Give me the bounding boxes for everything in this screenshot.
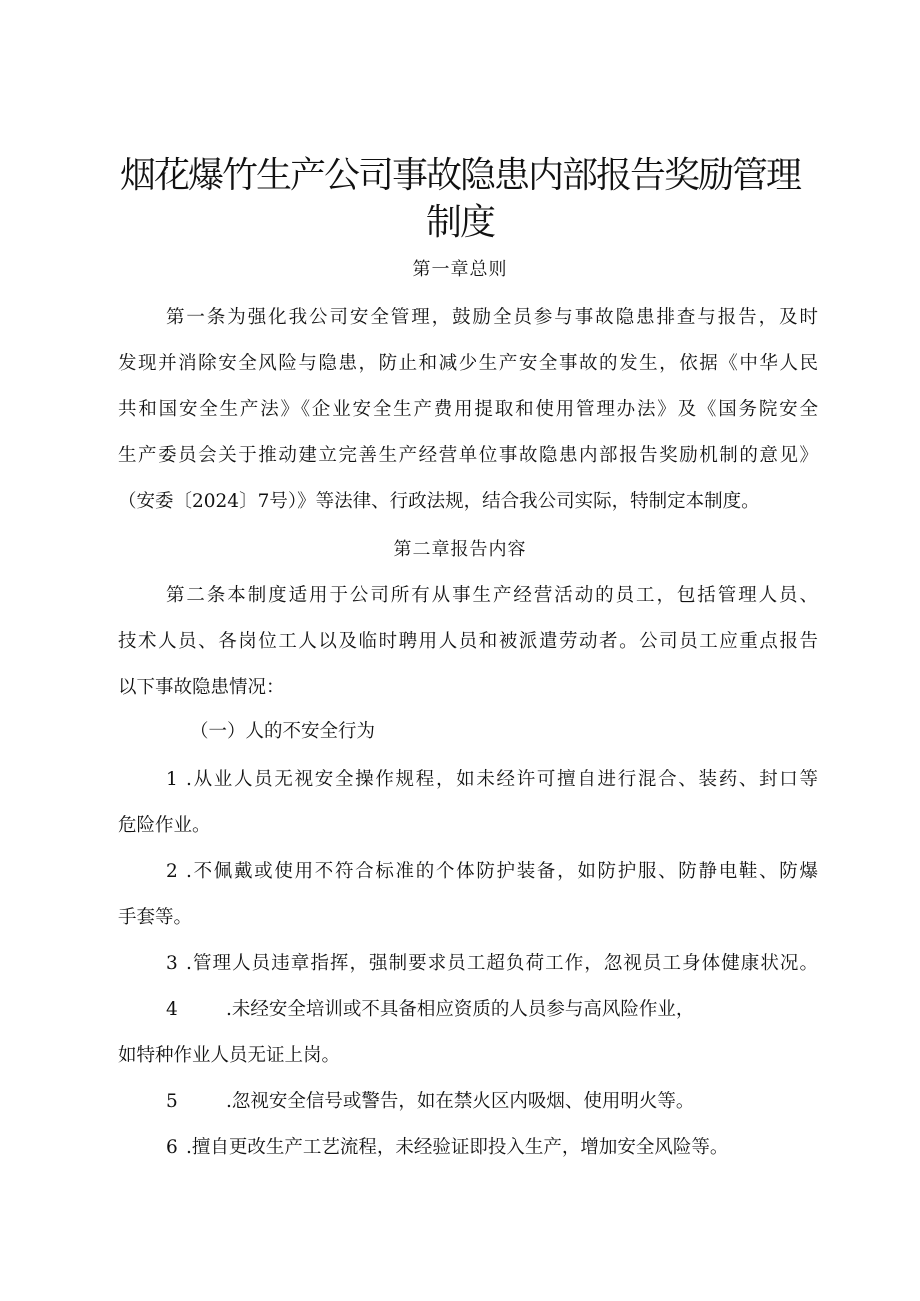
item-text: .擅自更改生产工艺流程，未经验证即投入生产，增加安全风险等。 xyxy=(186,1137,729,1158)
item-number: 2 xyxy=(166,861,178,882)
item-number: 4 xyxy=(166,999,178,1020)
item-text: .忽视安全信号或警告，如在禁火区内吸烟、使用明火等。 xyxy=(226,1091,695,1112)
item-text: 如特种作业人员无证上岗。 xyxy=(118,1045,341,1066)
item-number: 3 xyxy=(166,953,178,974)
section-1-heading: （一）人的不安全行为 xyxy=(190,721,376,742)
item-number: 1 xyxy=(166,769,178,790)
article-1-line: 第一条为强化我公司安全管理，鼓励全员参与事故隐患排查与报告，及时 xyxy=(166,307,818,328)
article-2-line: 第二条本制度适用于公司所有从事生产经营活动的员工，包括管理人员、 xyxy=(166,585,818,606)
item-number: 5 xyxy=(166,1091,178,1112)
document-title-line-2: 制度 xyxy=(425,202,494,243)
item-text: 危险作业。 xyxy=(118,815,211,836)
article-1-line: （安委〔2024〕7号）》等法律、行政法规，结合我公司实际，特制定本制度。 xyxy=(118,491,760,512)
item-text: .不佩戴或使用不符合标准的个体防护装备，如防护服、防静电鞋、防爆 xyxy=(186,861,818,882)
article-2-line: 技术人员、各岗位工人以及临时聘用人员和被派遣劳动者。公司员工应重点报告 xyxy=(118,631,818,652)
article-1-line: 共和国安全生产法》《企业安全生产费用提取和使用管理办法》及《国务院安全 xyxy=(118,399,818,420)
item-text: .未经安全培训或不具备相应资质的人员参与高风险作业， xyxy=(226,999,695,1020)
article-1-line: 发现并消除安全风险与隐患，防止和减少生产安全事故的发生，依据《中华人民 xyxy=(118,353,818,374)
article-2-line: 以下事故隐患情况： xyxy=(118,677,285,698)
item-number: 6 xyxy=(166,1137,178,1158)
article-1-line: 生产委员会关于推动建立完善生产经营单位事故隐患内部报告奖励机制的意见》 xyxy=(118,445,818,466)
item-text: .从业人员无视安全操作规程，如未经许可擅自进行混合、装药、封口等 xyxy=(186,769,818,790)
chapter-1-heading: 第一章总则 xyxy=(412,259,508,280)
item-text: .管理人员违章指挥，强制要求员工超负荷工作，忽视员工身体健康状况。 xyxy=(186,953,818,974)
document-title-line-1: 烟花爆竹生产公司事故隐患内部报告奖励管理 xyxy=(119,155,800,196)
item-text: 手套等。 xyxy=(118,907,193,928)
chapter-2-heading: 第二章报告内容 xyxy=(393,539,527,560)
